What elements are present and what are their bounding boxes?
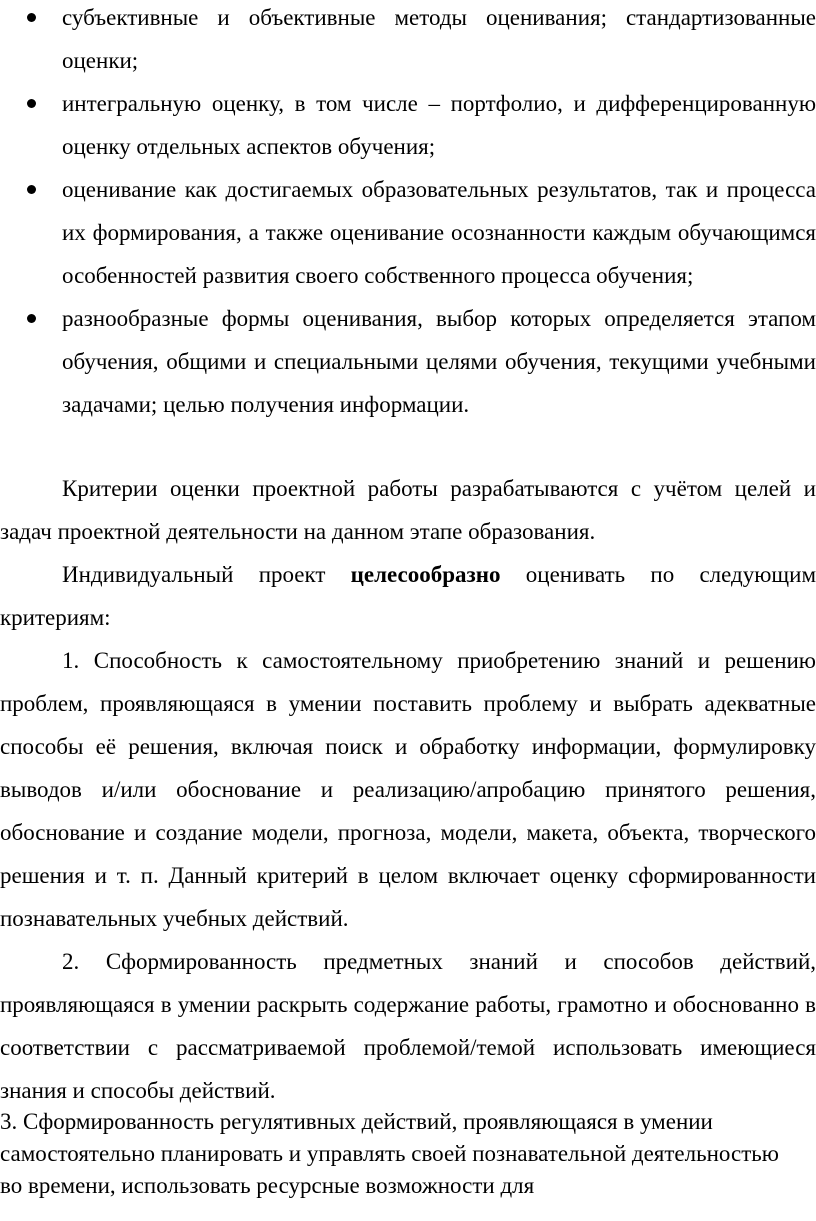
bullet-icon	[27, 314, 36, 323]
bullet-icon	[27, 185, 36, 194]
list-item-text: разнообразные формы оценивания, выбор которых определяется этапом обучения, общими и специальными целями обучения, текущими учебными задачами; целью получения информации.	[62, 306, 816, 417]
list-item	[0, 0, 816, 82]
list-item-text: интегральную оценку, в том числе – портфолио, и дифференцированную оценку отдельных аспектов обучения;	[62, 91, 816, 159]
bullet-icon	[27, 13, 36, 22]
list-item	[0, 297, 816, 426]
criterion-3-paragraph: 3. Сформированность регулятивных действий, проявляющаяся в умении самостоятельно планировать и управлять своей познавательной деятельностью во времени, использовать ресурсные возможности для	[0, 1109, 779, 1198]
criterion-2-paragraph: 2. Сформированность предметных знаний и способов действий, проявляющаяся в умении раскрыть содержание работы, грамотно и обоснованно в соответствии с рассматриваемой проблемой/темой использовать имеющиеся знания и способы действий.	[0, 949, 816, 1103]
criteria-paragraph: Критерии оценки проектной работы разрабатываются с учётом целей и задач проектной деятельности на данном этапе образования.	[0, 476, 816, 544]
list-item-text: субъективные и объективные методы оценивания; стандартизованные оценки;	[62, 5, 816, 73]
bullet-icon	[27, 99, 36, 108]
list-item	[0, 168, 816, 297]
paragraph-text: оценивать по следующим критериям:	[0, 562, 816, 630]
paragraph-text: Индивидуальный проект	[62, 562, 351, 587]
criterion-1-paragraph: 1. Способность к самостоятельному приобретению знаний и решению проблем, проявляющаяся в умении поставить проблему и выбрать адекватные способы её решения, включая поиск и обработку информации, формулировку выводов и/или обоснование и реализацию/апробацию принятого решения, обоснование и создание модели, прогноза, модели, макета, объекта, творческого решения и т. п. Данный критерий в целом включает оценку сформированности познавательных учебных действий.	[0, 648, 816, 931]
assessment-methods-list	[0, 0, 816, 426]
emphasis-text: целесообразно	[350, 562, 501, 587]
list-item-text: оценивание как достигаемых образовательных результатов, так и процесса их формирования, а также оценивание осознанности каждым обучающимся особенностей развития своего собственного процесса обучения;	[62, 177, 816, 288]
individual-project-paragraph	[0, 553, 816, 639]
list-item	[0, 82, 816, 168]
